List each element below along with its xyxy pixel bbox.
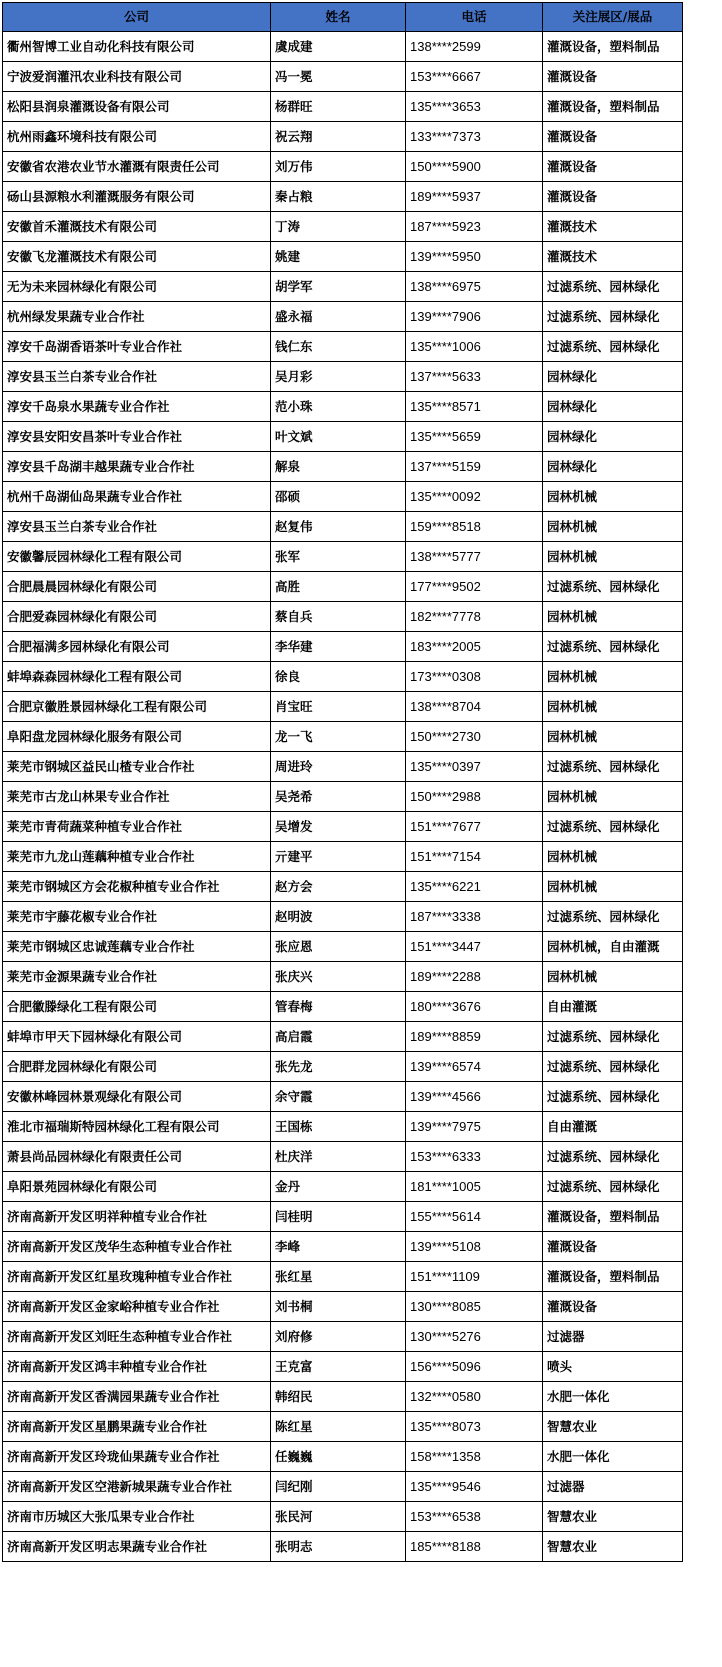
exhibit-cell: 园林机械 [543, 482, 683, 512]
name-cell: 解泉 [271, 452, 406, 482]
phone-cell: 130****5276 [406, 1322, 543, 1352]
name-cell: 丁涛 [271, 212, 406, 242]
exhibit-cell: 园林绿化 [543, 362, 683, 392]
table-row [3, 1082, 683, 1112]
company-cell: 莱芜市钢城区益民山楂专业合作社 [3, 752, 271, 782]
name-cell: 闫纪刚 [271, 1472, 406, 1502]
exhibit-cell: 灌溉设备，塑料制品 [543, 1262, 683, 1292]
exhibit-cell: 园林机械 [543, 722, 683, 752]
exhibit-cell: 园林机械 [543, 692, 683, 722]
name-cell: 张应恩 [271, 932, 406, 962]
phone-cell: 151****7154 [406, 842, 543, 872]
exhibit-cell: 过滤系统、园林绿化 [543, 332, 683, 362]
phone-cell: 187****3338 [406, 902, 543, 932]
table-row [3, 1502, 683, 1532]
name-cell: 管春梅 [271, 992, 406, 1022]
phone-cell: 177****9502 [406, 572, 543, 602]
table-row [3, 1262, 683, 1292]
phone-cell: 135****0397 [406, 752, 543, 782]
table-row [3, 332, 683, 362]
exhibit-cell: 园林机械 [543, 542, 683, 572]
table-row [3, 1112, 683, 1142]
table-row [3, 272, 683, 302]
name-cell: 任巍巍 [271, 1442, 406, 1472]
phone-cell: 135****3653 [406, 92, 543, 122]
phone-cell: 137****5633 [406, 362, 543, 392]
table-row [3, 1352, 683, 1382]
table-row [3, 1232, 683, 1262]
name-cell: 吴尧希 [271, 782, 406, 812]
exhibit-cell: 园林机械 [543, 872, 683, 902]
phone-cell: 189****5937 [406, 182, 543, 212]
company-cell: 莱芜市宇藤花椒专业合作社 [3, 902, 271, 932]
exhibit-cell: 智慧农业 [543, 1532, 683, 1562]
name-cell: 刘府修 [271, 1322, 406, 1352]
name-cell: 徐良 [271, 662, 406, 692]
phone-cell: 138****8704 [406, 692, 543, 722]
phone-cell: 138****5777 [406, 542, 543, 572]
name-cell: 余守霞 [271, 1082, 406, 1112]
company-cell: 莱芜市钢城区忠诚莲藕专业合作社 [3, 932, 271, 962]
exhibit-cell: 灌溉设备 [543, 62, 683, 92]
table-row [3, 962, 683, 992]
company-cell: 蚌埠森森园林绿化工程有限公司 [3, 662, 271, 692]
name-cell: 王国栋 [271, 1112, 406, 1142]
table-row [3, 842, 683, 872]
table-row [3, 752, 683, 782]
phone-cell: 132****0580 [406, 1382, 543, 1412]
phone-cell: 150****5900 [406, 152, 543, 182]
company-cell: 淳安千岛湖香语茶叶专业合作社 [3, 332, 271, 362]
company-cell: 淳安县玉兰白茶专业合作社 [3, 362, 271, 392]
table-row [3, 902, 683, 932]
phone-cell: 139****4566 [406, 1082, 543, 1112]
phone-cell: 182****7778 [406, 602, 543, 632]
company-cell: 莱芜市九龙山莲藕种植专业合作社 [3, 842, 271, 872]
table-row [3, 302, 683, 332]
phone-cell: 159****8518 [406, 512, 543, 542]
company-cell: 莱芜市钢城区方会花椒种植专业合作社 [3, 872, 271, 902]
name-cell: 张明志 [271, 1532, 406, 1562]
company-cell: 杭州雨鑫环境科技有限公司 [3, 122, 271, 152]
company-cell: 济南高新开发区玲珑仙果蔬专业合作社 [3, 1442, 271, 1472]
table-row [3, 422, 683, 452]
company-cell: 淳安县安阳安昌茶叶专业合作社 [3, 422, 271, 452]
company-cell: 淳安千岛泉水果蔬专业合作社 [3, 392, 271, 422]
company-cell: 宁波爱润灌汛农业科技有限公司 [3, 62, 271, 92]
name-cell: 刘书桐 [271, 1292, 406, 1322]
table-row [3, 872, 683, 902]
company-cell: 淳安县玉兰白茶专业合作社 [3, 512, 271, 542]
company-cell: 莱芜市青荷蔬菜种植专业合作社 [3, 812, 271, 842]
exhibit-cell: 自由灌溉 [543, 1112, 683, 1142]
exhibit-cell: 园林绿化 [543, 452, 683, 482]
company-cell: 济南高新开发区红星玫瑰种植专业合作社 [3, 1262, 271, 1292]
table-row [3, 452, 683, 482]
exhibit-cell: 园林机械，自由灌溉 [543, 932, 683, 962]
phone-cell: 180****3676 [406, 992, 543, 1022]
phone-cell: 135****8571 [406, 392, 543, 422]
name-cell: 盛永福 [271, 302, 406, 332]
company-cell: 阜阳景苑园林绿化有限公司 [3, 1172, 271, 1202]
name-cell: 邵硕 [271, 482, 406, 512]
table-row [3, 1442, 683, 1472]
name-cell: 张庆兴 [271, 962, 406, 992]
phone-cell: 187****5923 [406, 212, 543, 242]
name-cell: 张军 [271, 542, 406, 572]
company-cell: 济南高新开发区金家峪种植专业合作社 [3, 1292, 271, 1322]
company-cell: 阜阳盘龙园林绿化服务有限公司 [3, 722, 271, 752]
company-cell: 无为未来园林绿化有限公司 [3, 272, 271, 302]
phone-cell: 158****1358 [406, 1442, 543, 1472]
company-cell: 合肥群龙园林绿化有限公司 [3, 1052, 271, 1082]
company-cell: 济南高新开发区星鹏果蔬专业合作社 [3, 1412, 271, 1442]
table-row [3, 1382, 683, 1412]
exhibit-cell: 自由灌溉 [543, 992, 683, 1022]
phone-cell: 138****6975 [406, 272, 543, 302]
exhibit-cell: 过滤系统、园林绿化 [543, 752, 683, 782]
phone-cell: 189****2288 [406, 962, 543, 992]
company-cell: 济南高新开发区鸿丰种植专业合作社 [3, 1352, 271, 1382]
phone-cell: 151****3447 [406, 932, 543, 962]
name-cell: 肖宝旺 [271, 692, 406, 722]
name-cell: 高启霞 [271, 1022, 406, 1052]
name-cell: 吴增发 [271, 812, 406, 842]
phone-cell: 139****5108 [406, 1232, 543, 1262]
name-cell: 金丹 [271, 1172, 406, 1202]
company-cell: 安徽飞龙灌溉技术有限公司 [3, 242, 271, 272]
table-row [3, 692, 683, 722]
company-cell: 淮北市福瑞斯特园林绿化工程有限公司 [3, 1112, 271, 1142]
company-cell: 济南高新开发区明祥种植专业合作社 [3, 1202, 271, 1232]
exhibit-cell: 过滤系统、园林绿化 [543, 1052, 683, 1082]
phone-cell: 151****7677 [406, 812, 543, 842]
name-cell: 吴月彩 [271, 362, 406, 392]
exhibit-cell: 园林绿化 [543, 392, 683, 422]
phone-cell: 139****7906 [406, 302, 543, 332]
table-body [3, 32, 683, 1562]
name-cell: 胡学军 [271, 272, 406, 302]
phone-cell: 135****6221 [406, 872, 543, 902]
exhibit-cell: 过滤系统、园林绿化 [543, 272, 683, 302]
name-cell: 高胜 [271, 572, 406, 602]
table-row [3, 782, 683, 812]
table-row [3, 1202, 683, 1232]
phone-cell: 138****2599 [406, 32, 543, 62]
name-cell: 冯一冕 [271, 62, 406, 92]
name-cell: 赵方会 [271, 872, 406, 902]
table-row [3, 212, 683, 242]
table-row [3, 362, 683, 392]
name-cell: 韩绍民 [271, 1382, 406, 1412]
exhibit-cell: 灌溉设备 [543, 122, 683, 152]
exhibit-cell: 智慧农业 [543, 1412, 683, 1442]
phone-cell: 153****6333 [406, 1142, 543, 1172]
name-cell: 龙一飞 [271, 722, 406, 752]
name-cell: 张先龙 [271, 1052, 406, 1082]
name-cell: 闫桂明 [271, 1202, 406, 1232]
company-cell: 衢州智博工业自动化科技有限公司 [3, 32, 271, 62]
company-cell: 济南高新开发区刘旺生态种植专业合作社 [3, 1322, 271, 1352]
exhibit-cell: 过滤系统、园林绿化 [543, 812, 683, 842]
name-cell: 张民河 [271, 1502, 406, 1532]
company-cell: 砀山县源粮水利灌溉服务有限公司 [3, 182, 271, 212]
exhibit-cell: 园林机械 [543, 602, 683, 632]
name-cell: 叶文斌 [271, 422, 406, 452]
table-row [3, 1472, 683, 1502]
table-row [3, 992, 683, 1022]
exhibit-cell: 灌溉设备 [543, 182, 683, 212]
exhibit-cell: 灌溉设备 [543, 152, 683, 182]
name-cell: 虞成建 [271, 32, 406, 62]
name-cell: 赵明波 [271, 902, 406, 932]
phone-cell: 133****7373 [406, 122, 543, 152]
name-cell: 李峰 [271, 1232, 406, 1262]
company-cell: 合肥徽滕绿化工程有限公司 [3, 992, 271, 1022]
phone-cell: 153****6538 [406, 1502, 543, 1532]
exhibit-cell: 园林机械 [543, 782, 683, 812]
exhibit-cell: 灌溉设备，塑料制品 [543, 92, 683, 122]
table-row [3, 122, 683, 152]
exhibit-cell: 水肥一体化 [543, 1382, 683, 1412]
name-cell: 赵复伟 [271, 512, 406, 542]
exhibit-cell: 过滤系统、园林绿化 [543, 572, 683, 602]
company-cell: 济南高新开发区空港新城果蔬专业合作社 [3, 1472, 271, 1502]
exhibit-cell: 园林机械 [543, 662, 683, 692]
exhibit-cell: 园林机械 [543, 842, 683, 872]
exhibit-cell: 过滤系统、园林绿化 [543, 1082, 683, 1112]
phone-cell: 189****8859 [406, 1022, 543, 1052]
exhibit-cell: 过滤系统、园林绿化 [543, 1142, 683, 1172]
name-cell: 亓建平 [271, 842, 406, 872]
table-row [3, 1172, 683, 1202]
exhibit-cell: 过滤器 [543, 1322, 683, 1352]
header-name: 姓名 [271, 3, 406, 32]
company-cell: 济南高新开发区茂华生态种植专业合作社 [3, 1232, 271, 1262]
exhibit-cell: 灌溉技术 [543, 212, 683, 242]
table-row [3, 1412, 683, 1442]
phone-cell: 139****7975 [406, 1112, 543, 1142]
table-row [3, 242, 683, 272]
phone-cell: 139****6574 [406, 1052, 543, 1082]
phone-cell: 155****5614 [406, 1202, 543, 1232]
name-cell: 祝云翔 [271, 122, 406, 152]
phone-cell: 135****8073 [406, 1412, 543, 1442]
exhibit-cell: 过滤器 [543, 1472, 683, 1502]
name-cell: 姚建 [271, 242, 406, 272]
table-row [3, 62, 683, 92]
phone-cell: 135****5659 [406, 422, 543, 452]
company-cell: 安徽林峰园林景观绿化有限公司 [3, 1082, 271, 1112]
table-row [3, 572, 683, 602]
phone-cell: 150****2988 [406, 782, 543, 812]
exhibit-cell: 过滤系统、园林绿化 [543, 902, 683, 932]
phone-cell: 153****6667 [406, 62, 543, 92]
exhibit-cell: 水肥一体化 [543, 1442, 683, 1472]
company-cell: 合肥晨晨园林绿化有限公司 [3, 572, 271, 602]
company-cell: 杭州绿发果蔬专业合作社 [3, 302, 271, 332]
table-row [3, 482, 683, 512]
header-row [3, 3, 683, 32]
company-cell: 莱芜市古龙山林果专业合作社 [3, 782, 271, 812]
contact-table [2, 2, 683, 1562]
name-cell: 杜庆洋 [271, 1142, 406, 1172]
company-cell: 松阳县润泉灌溉设备有限公司 [3, 92, 271, 122]
table-row [3, 1052, 683, 1082]
name-cell: 钱仁东 [271, 332, 406, 362]
exhibit-cell: 灌溉技术 [543, 242, 683, 272]
table-row [3, 812, 683, 842]
exhibit-cell: 智慧农业 [543, 1502, 683, 1532]
phone-cell: 139****5950 [406, 242, 543, 272]
exhibit-cell: 园林机械 [543, 512, 683, 542]
table-row [3, 182, 683, 212]
exhibit-cell: 过滤系统、园林绿化 [543, 632, 683, 662]
table-row [3, 152, 683, 182]
company-cell: 萧县尚品园林绿化有限责任公司 [3, 1142, 271, 1172]
company-cell: 济南市历城区大张瓜果专业合作社 [3, 1502, 271, 1532]
table-row [3, 1022, 683, 1052]
phone-cell: 183****2005 [406, 632, 543, 662]
name-cell: 范小珠 [271, 392, 406, 422]
phone-cell: 135****0092 [406, 482, 543, 512]
phone-cell: 173****0308 [406, 662, 543, 692]
phone-cell: 156****5096 [406, 1352, 543, 1382]
exhibit-cell: 喷头 [543, 1352, 683, 1382]
exhibit-cell: 过滤系统、园林绿化 [543, 302, 683, 332]
phone-cell: 130****8085 [406, 1292, 543, 1322]
exhibit-cell: 灌溉设备，塑料制品 [543, 1202, 683, 1232]
phone-cell: 135****9546 [406, 1472, 543, 1502]
company-cell: 合肥爱森园林绿化有限公司 [3, 602, 271, 632]
header-phone: 电话 [406, 3, 543, 32]
header-company: 公司 [3, 3, 271, 32]
name-cell: 王克富 [271, 1352, 406, 1382]
table-row [3, 1532, 683, 1562]
name-cell: 周进玲 [271, 752, 406, 782]
name-cell: 刘万伟 [271, 152, 406, 182]
company-cell: 济南高新开发区香满园果蔬专业合作社 [3, 1382, 271, 1412]
table-row [3, 392, 683, 422]
company-cell: 安徽省农港农业节水灌溉有限责任公司 [3, 152, 271, 182]
exhibit-cell: 过滤系统、园林绿化 [543, 1022, 683, 1052]
phone-cell: 137****5159 [406, 452, 543, 482]
table-row [3, 542, 683, 572]
company-cell: 安徽首禾灌溉技术有限公司 [3, 212, 271, 242]
exhibit-cell: 园林绿化 [543, 422, 683, 452]
exhibit-cell: 过滤系统、园林绿化 [543, 1172, 683, 1202]
table-row [3, 632, 683, 662]
company-cell: 合肥福满多园林绿化有限公司 [3, 632, 271, 662]
company-cell: 莱芜市金源果蔬专业合作社 [3, 962, 271, 992]
name-cell: 秦占粮 [271, 182, 406, 212]
company-cell: 蚌埠市甲天下园林绿化有限公司 [3, 1022, 271, 1052]
name-cell: 陈红星 [271, 1412, 406, 1442]
name-cell: 李华建 [271, 632, 406, 662]
table-row [3, 1292, 683, 1322]
company-cell: 济南高新开发区明志果蔬专业合作社 [3, 1532, 271, 1562]
name-cell: 杨群旺 [271, 92, 406, 122]
company-cell: 合肥京徽胜景园林绿化工程有限公司 [3, 692, 271, 722]
exhibit-cell: 灌溉设备 [543, 1292, 683, 1322]
phone-cell: 181****1005 [406, 1172, 543, 1202]
header-exhibit: 关注展区/展品 [543, 3, 683, 32]
name-cell: 张红星 [271, 1262, 406, 1292]
phone-cell: 150****2730 [406, 722, 543, 752]
table-row [3, 512, 683, 542]
exhibit-cell: 灌溉设备，塑料制品 [543, 32, 683, 62]
exhibit-cell: 园林机械 [543, 962, 683, 992]
table-row [3, 92, 683, 122]
table-row [3, 932, 683, 962]
table-row [3, 1142, 683, 1172]
table-row [3, 662, 683, 692]
table-row [3, 1322, 683, 1352]
phone-cell: 151****1109 [406, 1262, 543, 1292]
table-row [3, 602, 683, 632]
table-row [3, 32, 683, 62]
exhibit-cell: 灌溉设备 [543, 1232, 683, 1262]
company-cell: 淳安县千岛湖丰越果蔬专业合作社 [3, 452, 271, 482]
company-cell: 安徽馨辰园林绿化工程有限公司 [3, 542, 271, 572]
name-cell: 蔡自兵 [271, 602, 406, 632]
company-cell: 杭州千岛湖仙岛果蔬专业合作社 [3, 482, 271, 512]
phone-cell: 185****8188 [406, 1532, 543, 1562]
phone-cell: 135****1006 [406, 332, 543, 362]
table-row [3, 722, 683, 752]
